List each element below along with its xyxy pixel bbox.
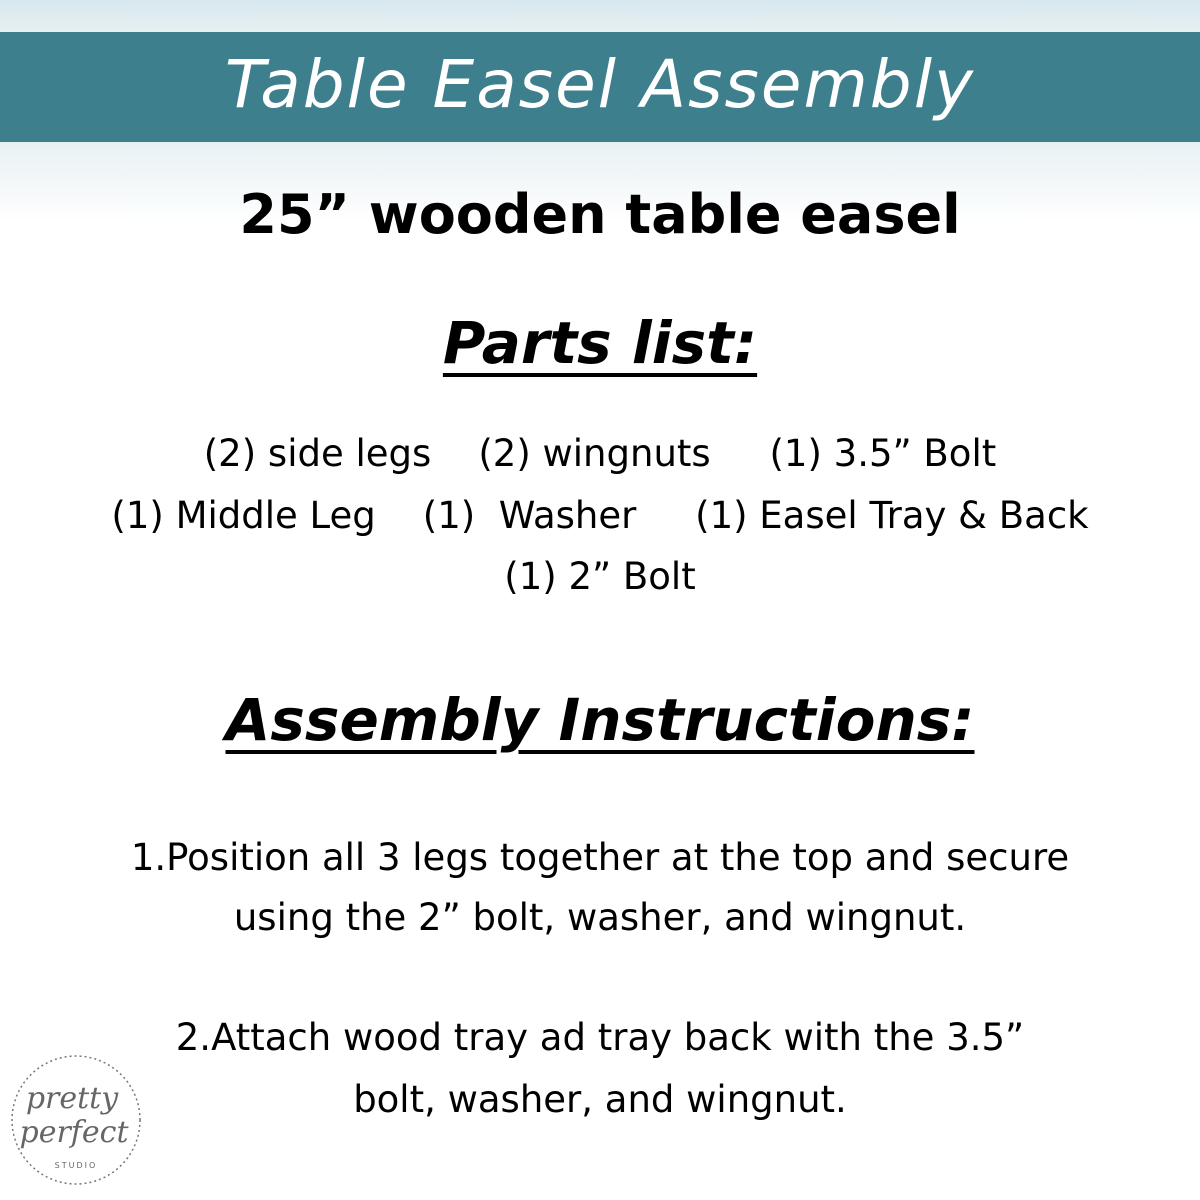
assembly-instructions-heading: Assembly Instructions:: [225, 686, 975, 754]
pretty-perfect-studio-logo: [6, 1050, 146, 1190]
parts-line-1: (2) side legs (2) wingnuts (1) 3.5” Bolt: [203, 432, 997, 475]
parts-line-3: (1) 2” Bolt: [504, 555, 696, 598]
logo-word-perfect: perfect: [19, 1115, 129, 1150]
step-1-line-1: 1.Position all 3 legs together at the top and secure: [130, 836, 1070, 879]
product-subtitle: 25” wooden table easel: [239, 183, 961, 246]
logo-word-studio: STUDIO: [54, 1161, 98, 1170]
title-banner: [0, 32, 1200, 142]
logo-word-pretty: pretty: [25, 1081, 119, 1116]
page-title: Table Easel Assembly: [224, 45, 976, 123]
top-fade-band: [0, 0, 1200, 32]
step-1-line-2: using the 2” bolt, washer, and wingnut.: [233, 896, 967, 939]
parts-line-2: (1) Middle Leg (1) Washer (1) Easel Tray & Back: [111, 494, 1089, 537]
step-2-line-2: bolt, washer, and wingnut.: [353, 1078, 847, 1121]
parts-list-heading: Parts list:: [442, 309, 758, 377]
step-2-line-1: 2.Attach wood tray ad tray back with the 3.5”: [175, 1016, 1025, 1059]
